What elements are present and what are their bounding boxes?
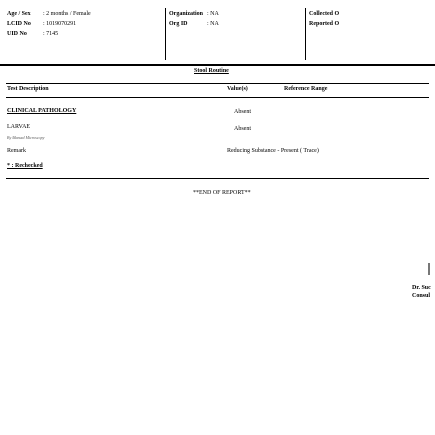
organization-value: : NA xyxy=(207,11,219,17)
row-method: By Manual Microscopy xyxy=(7,135,45,140)
collected-label: Collected O xyxy=(309,11,340,17)
category-title: CLINICAL PATHOLOGY xyxy=(7,108,77,114)
column-value: Value(s) xyxy=(227,86,248,92)
signature-mark xyxy=(428,263,430,275)
column-range: Reference Range xyxy=(284,86,328,92)
age-sex-value: : 2 months / Female xyxy=(43,11,91,17)
org-id-label: Org ID xyxy=(169,21,188,27)
doctor-name: Dr. Suc xyxy=(412,285,431,291)
row-value: Absent xyxy=(234,126,251,132)
lcid-value: : 1019070291 xyxy=(43,21,77,27)
remark-value: Reducing Substance - Present ( Trace) xyxy=(227,148,319,154)
row-value: Absent xyxy=(234,109,251,115)
section-title: Stool Routine xyxy=(194,68,229,74)
header-bottom-rule xyxy=(0,64,435,66)
reported-label: Reported O xyxy=(309,21,340,27)
column-description: Test Description xyxy=(7,86,49,92)
doctor-title: Consul xyxy=(412,293,431,299)
lcid-label: LCID No xyxy=(7,21,31,27)
header-divider xyxy=(305,8,306,60)
uid-label: UID No xyxy=(7,31,27,37)
row-test-name: LARVAE xyxy=(7,124,31,130)
age-sex-label: Age / Sex xyxy=(7,11,31,17)
columns-bottom-rule xyxy=(6,97,429,98)
patient-header xyxy=(6,8,429,60)
org-id-value: : NA xyxy=(207,21,219,27)
organization-label: Organization xyxy=(169,11,203,17)
header-divider xyxy=(165,8,166,60)
remark-label: Remark xyxy=(7,148,26,154)
uid-value: : 7145 xyxy=(43,31,59,37)
columns-top-rule xyxy=(6,83,429,84)
rechecked-note: * : Rechecked xyxy=(7,163,43,169)
report-bottom-rule xyxy=(6,178,429,179)
end-of-report: **END OF REPORT** xyxy=(193,190,251,196)
